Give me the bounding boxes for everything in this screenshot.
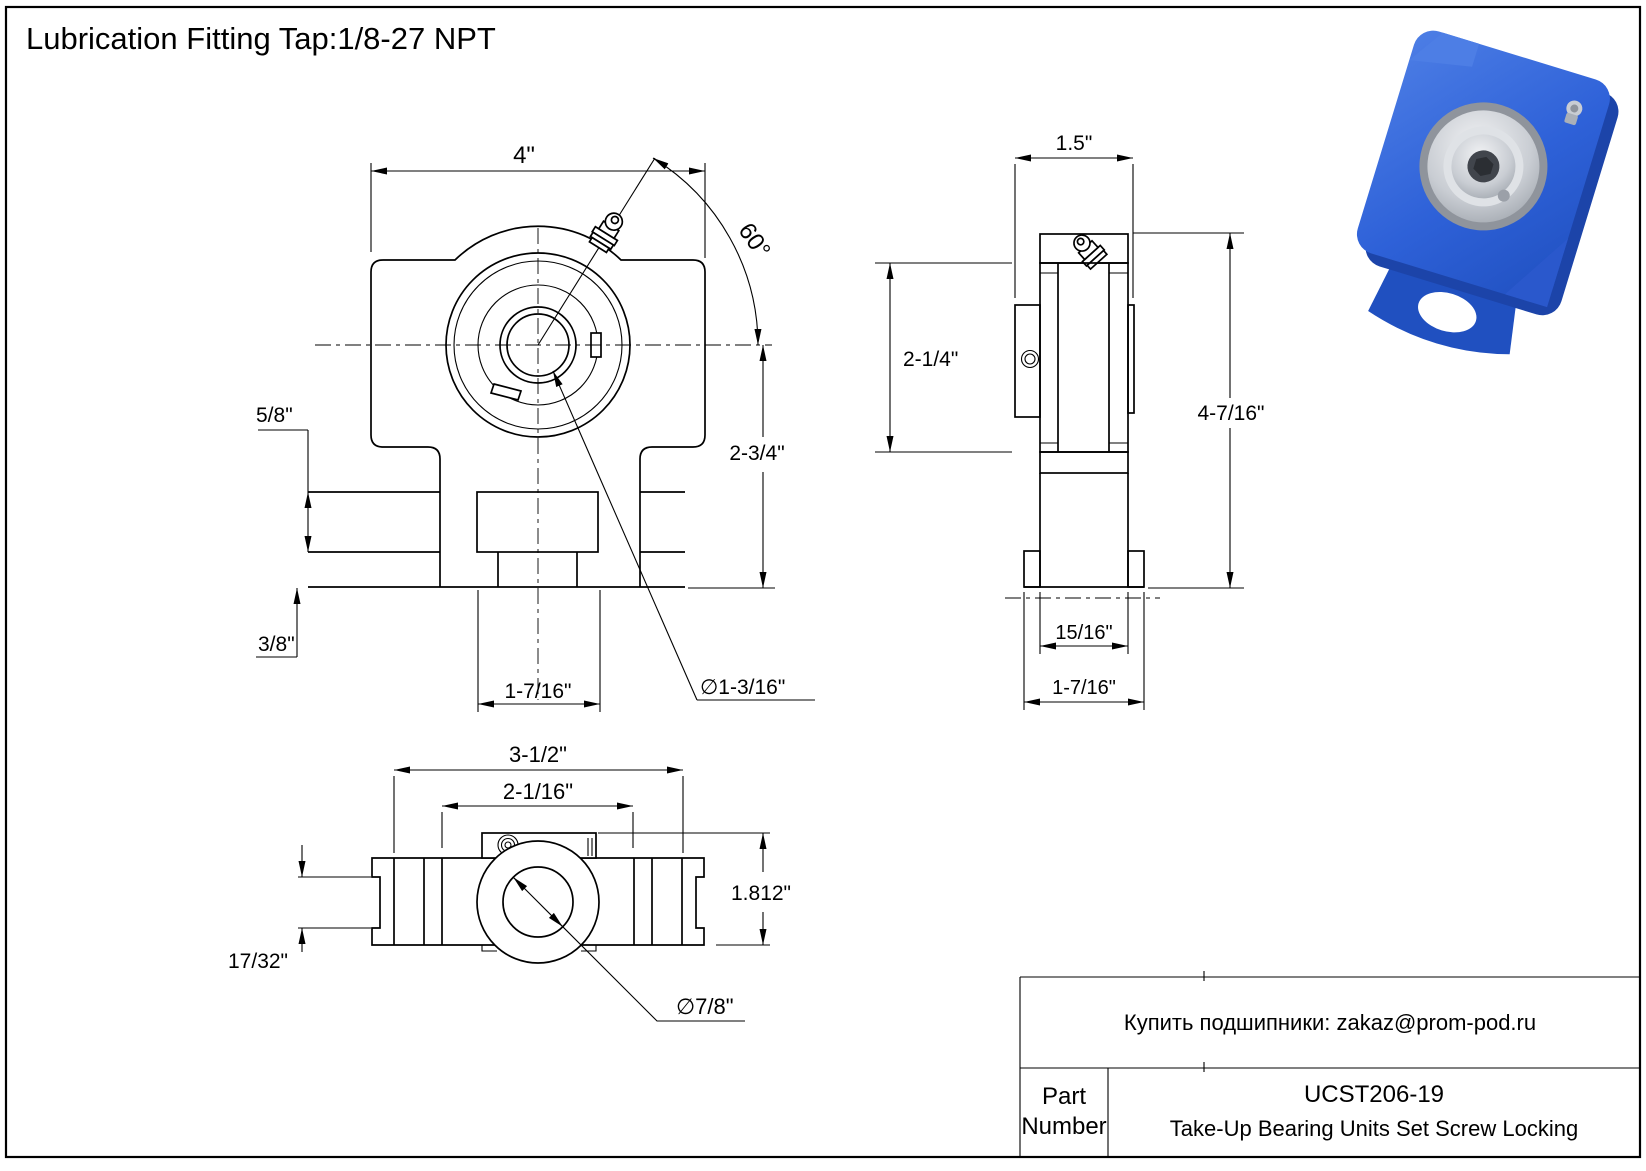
- dim-lube-angle: [653, 158, 776, 345]
- dim-center-height: [688, 345, 785, 588]
- dim-label-2-1-4: 2-1/4": [903, 348, 959, 371]
- front-view: [256, 142, 815, 712]
- dim-base-lip: [256, 588, 297, 657]
- column: [1040, 263, 1128, 452]
- dim-label-15-16: 15/16": [1055, 622, 1113, 644]
- dim-label-4in: 4": [513, 142, 535, 169]
- dim-total-height: [1133, 233, 1265, 588]
- grease-fitting-icon: [587, 208, 629, 254]
- dim-label-3-8: 3/8": [258, 633, 295, 656]
- tongue-block: [477, 492, 598, 552]
- product-render: [1332, 26, 1626, 375]
- part-label-line1: Part: [1041, 1083, 1087, 1110]
- dim-label-5-8: 5/8": [256, 404, 293, 427]
- side-plate-right: [1128, 305, 1134, 413]
- dim-label-17-32: 17/32": [228, 950, 289, 973]
- contact-text: Купить подшипники: zakaz@prom-pod.ru: [1123, 1010, 1537, 1035]
- side-view: [875, 132, 1265, 710]
- dim-slot-width: [478, 590, 600, 712]
- dim-label-7-8: ∅7/8": [676, 994, 734, 1019]
- dim-label-3-1-2: 3-1/2": [509, 742, 567, 767]
- dim-rail-thickness: [228, 845, 371, 973]
- dim-label-4-7-16: 4-7/16": [1197, 402, 1265, 425]
- dim-housing-depth: [875, 263, 1012, 452]
- part-label-line2: Number: [1021, 1113, 1107, 1140]
- dim-foot-outer: [1024, 592, 1144, 710]
- dim-foot-inner: [1040, 592, 1128, 654]
- dim-unit-depth: [598, 833, 791, 945]
- set-screw-side: [1022, 351, 1039, 368]
- dim-label-60deg: 60°: [732, 218, 776, 264]
- dim-slide-rail: [256, 404, 308, 552]
- dim-label-1-812: 1.812": [731, 882, 792, 905]
- bottom-view: [228, 742, 791, 1021]
- side-plate-left: [1015, 305, 1040, 417]
- sheet-title: Lubrication Fitting Tap:1/8-27 NPT: [26, 21, 496, 56]
- locking-tab: [491, 384, 521, 400]
- title-block: [1020, 971, 1640, 1156]
- dim-label-2-3-4: 2-3/4": [729, 442, 785, 465]
- dim-label-bore-front: ∅1-3/16": [700, 676, 786, 699]
- dim-label-2-1-16: 2-1/16": [502, 779, 574, 804]
- dim-label-slot: 1-7/16": [504, 680, 572, 703]
- dim-label-1-5: 1.5": [1055, 132, 1093, 155]
- part-number: UCST206-19: [1303, 1081, 1445, 1108]
- part-description: Take-Up Bearing Units Set Screw Locking: [1169, 1116, 1579, 1141]
- dim-label-1-7-16-side: 1-7/16": [1052, 677, 1116, 699]
